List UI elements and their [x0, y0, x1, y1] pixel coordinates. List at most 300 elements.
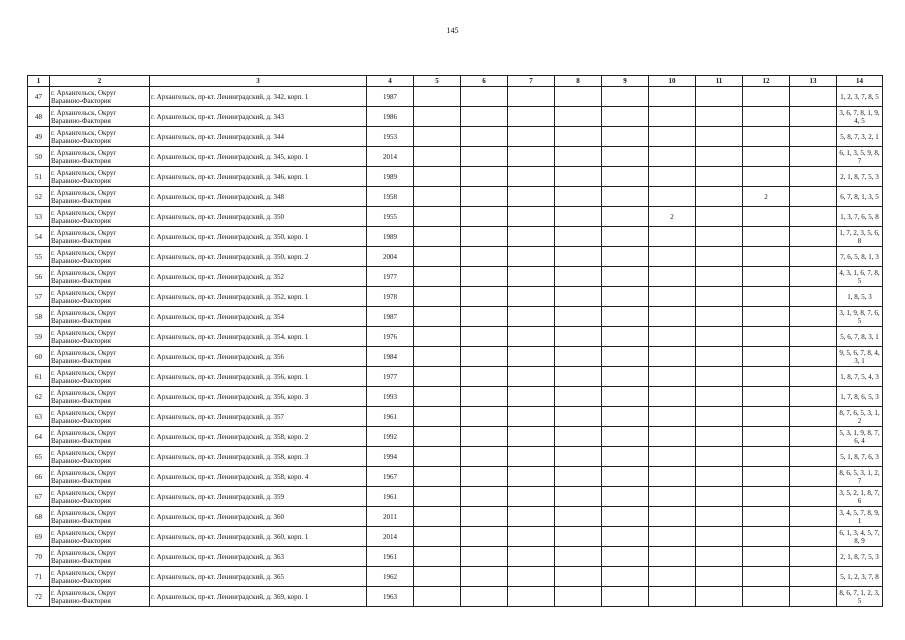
table-row [28, 287, 883, 307]
district-cell: г. Архангельск, Округ Варавино-Фактория [50, 147, 150, 167]
year-cell: 1978 [367, 287, 414, 307]
col13-cell [790, 507, 837, 527]
row-number: 47 [28, 87, 50, 107]
col6-cell [461, 307, 508, 327]
col13-cell [790, 407, 837, 427]
col9-cell [602, 327, 649, 347]
codes-cell: 5, 1, 2, 3, 7, 8 [837, 567, 883, 587]
address-cell: г. Архангельск, пр-кт. Ленинградский, д. 357 [150, 407, 367, 427]
codes-cell: 2, 1, 8, 7, 5, 3 [837, 167, 883, 187]
district-cell: г. Архангельск, Округ Варавино-Фактория [50, 407, 150, 427]
codes-cell: 1, 7, 8, 6, 5, 3 [837, 387, 883, 407]
col10-cell [649, 127, 696, 147]
col8-cell [555, 587, 602, 607]
col7-cell [508, 147, 555, 167]
codes-cell: 5, 3, 1, 9, 8, 7, 6, 4 [837, 427, 883, 447]
table-row [28, 247, 883, 267]
col12-cell [743, 147, 790, 167]
col11-cell [696, 387, 743, 407]
col8-cell [555, 327, 602, 347]
year-cell: 1955 [367, 207, 414, 227]
col7-cell [508, 527, 555, 547]
year-cell: 1963 [367, 587, 414, 607]
col10-cell [649, 407, 696, 427]
col5-cell [414, 327, 461, 347]
address-cell: г. Архангельск, пр-кт. Ленинградский, д. 356, корп. 3 [150, 387, 367, 407]
col8-cell [555, 447, 602, 467]
table-row [28, 307, 883, 327]
col8-cell [555, 287, 602, 307]
col7-cell [508, 447, 555, 467]
register-table [27, 75, 883, 607]
col8-cell [555, 107, 602, 127]
codes-cell: 3, 6, 7, 8, 1, 9, 4, 5 [837, 107, 883, 127]
col5-cell [414, 447, 461, 467]
col8-cell [555, 347, 602, 367]
col9-cell [602, 147, 649, 167]
col7-cell [508, 187, 555, 207]
table-row [28, 207, 883, 227]
col6-cell [461, 187, 508, 207]
col9-cell [602, 447, 649, 467]
col5-cell [414, 387, 461, 407]
col12-cell [743, 87, 790, 107]
col6-cell [461, 167, 508, 187]
address-cell: г. Архангельск, пр-кт. Ленинградский, д. 359 [150, 487, 367, 507]
row-number: 61 [28, 367, 50, 387]
col9-cell [602, 207, 649, 227]
table-row [28, 447, 883, 467]
col11-cell [696, 107, 743, 127]
district-cell: г. Архангельск, Округ Варавино-Фактория [50, 587, 150, 607]
col5-cell [414, 307, 461, 327]
row-number: 57 [28, 287, 50, 307]
district-cell: г. Архангельск, Округ Варавино-Фактория [50, 367, 150, 387]
col6-cell [461, 407, 508, 427]
table-row [28, 507, 883, 527]
column-header: 11 [696, 76, 743, 87]
col7-cell [508, 87, 555, 107]
col10-cell [649, 447, 696, 467]
col6-cell [461, 347, 508, 367]
col11-cell [696, 527, 743, 547]
district-cell: г. Архангельск, Округ Варавино-Фактория [50, 267, 150, 287]
year-cell: 1977 [367, 367, 414, 387]
col7-cell [508, 487, 555, 507]
district-cell: г. Архангельск, Округ Варавино-Фактория [50, 467, 150, 487]
table-row [28, 227, 883, 247]
col12-cell [743, 287, 790, 307]
col13-cell [790, 187, 837, 207]
address-cell: г. Архангельск, пр-кт. Ленинградский, д. 363 [150, 547, 367, 567]
address-cell: г. Архангельск, пр-кт. Ленинградский, д. 350, корп. 1 [150, 227, 367, 247]
column-header: 8 [555, 76, 602, 87]
col9-cell [602, 127, 649, 147]
address-cell: г. Архангельск, пр-кт. Ленинградский, д. 360, корп. 1 [150, 527, 367, 547]
col13-cell [790, 467, 837, 487]
col7-cell [508, 567, 555, 587]
col12-cell [743, 487, 790, 507]
col9-cell [602, 187, 649, 207]
col6-cell [461, 467, 508, 487]
codes-cell: 9, 5, 6, 7, 8, 4, 3, 1 [837, 347, 883, 367]
table-row [28, 587, 883, 607]
col10-cell [649, 547, 696, 567]
row-number: 56 [28, 267, 50, 287]
col11-cell [696, 267, 743, 287]
col10-cell [649, 307, 696, 327]
row-number: 52 [28, 187, 50, 207]
table-row [28, 167, 883, 187]
col11-cell [696, 287, 743, 307]
col5-cell [414, 187, 461, 207]
col8-cell [555, 167, 602, 187]
col8-cell [555, 307, 602, 327]
col12-cell [743, 247, 790, 267]
col6-cell [461, 507, 508, 527]
col10-cell [649, 347, 696, 367]
col10-cell [649, 107, 696, 127]
address-cell: г. Архангельск, пр-кт. Ленинградский, д. 343 [150, 107, 367, 127]
col10-cell [649, 87, 696, 107]
col7-cell [508, 227, 555, 247]
col5-cell [414, 367, 461, 387]
year-cell: 2014 [367, 147, 414, 167]
codes-cell: 4, 3, 1, 6, 7, 8, 5 [837, 267, 883, 287]
col12-cell [743, 447, 790, 467]
col7-cell [508, 367, 555, 387]
table-row [28, 487, 883, 507]
col9-cell [602, 247, 649, 267]
row-number: 60 [28, 347, 50, 367]
address-cell: г. Архангельск, пр-кт. Ленинградский, д. 342, корп. 1 [150, 87, 367, 107]
row-number: 64 [28, 427, 50, 447]
table-row [28, 327, 883, 347]
col13-cell [790, 567, 837, 587]
codes-cell: 3, 1, 9, 8, 7, 6, 5 [837, 307, 883, 327]
col8-cell [555, 127, 602, 147]
col11-cell [696, 307, 743, 327]
col7-cell [508, 267, 555, 287]
col12-cell [743, 107, 790, 127]
col5-cell [414, 587, 461, 607]
col13-cell [790, 587, 837, 607]
column-header: 7 [508, 76, 555, 87]
col11-cell [696, 487, 743, 507]
row-number: 54 [28, 227, 50, 247]
col10-cell [649, 427, 696, 447]
row-number: 71 [28, 567, 50, 587]
codes-cell: 5, 6, 7, 8, 3, 1 [837, 327, 883, 347]
row-number: 49 [28, 127, 50, 147]
col5-cell [414, 207, 461, 227]
address-cell: г. Архангельск, пр-кт. Ленинградский, д. 352 [150, 267, 367, 287]
col13-cell [790, 387, 837, 407]
address-cell: г. Архангельск, пр-кт. Ленинградский, д. 365 [150, 567, 367, 587]
col12-cell [743, 467, 790, 487]
col5-cell [414, 247, 461, 267]
district-cell: г. Архангельск, Округ Варавино-Фактория [50, 427, 150, 447]
col7-cell [508, 127, 555, 147]
col12-cell [743, 307, 790, 327]
col11-cell [696, 227, 743, 247]
col6-cell [461, 227, 508, 247]
district-cell: г. Архангельск, Округ Варавино-Фактория [50, 487, 150, 507]
address-cell: г. Архангельск, пр-кт. Ленинградский, д. 344 [150, 127, 367, 147]
year-cell: 1961 [367, 487, 414, 507]
col5-cell [414, 487, 461, 507]
row-number: 66 [28, 467, 50, 487]
col7-cell [508, 327, 555, 347]
col10-cell [649, 507, 696, 527]
col11-cell [696, 367, 743, 387]
codes-cell: 3, 4, 5, 7, 8, 9, 1 [837, 507, 883, 527]
district-cell: г. Архангельск, Округ Варавино-Фактория [50, 547, 150, 567]
address-cell: г. Архангельск, пр-кт. Ленинградский, д. 350, корп. 2 [150, 247, 367, 267]
district-cell: г. Архангельск, Округ Варавино-Фактория [50, 167, 150, 187]
district-cell: г. Архангельск, Округ Варавино-Фактория [50, 227, 150, 247]
col11-cell [696, 247, 743, 267]
col13-cell [790, 87, 837, 107]
row-number: 72 [28, 587, 50, 607]
col6-cell [461, 247, 508, 267]
district-cell: г. Архангельск, Округ Варавино-Фактория [50, 327, 150, 347]
row-number: 55 [28, 247, 50, 267]
column-header: 14 [837, 76, 883, 87]
codes-cell: 1, 2, 3, 7, 8, 5 [837, 87, 883, 107]
col6-cell [461, 147, 508, 167]
col11-cell [696, 427, 743, 447]
district-cell: г. Архангельск, Округ Варавино-Фактория [50, 347, 150, 367]
col13-cell [790, 527, 837, 547]
col9-cell [602, 407, 649, 427]
col8-cell [555, 187, 602, 207]
table-row [28, 567, 883, 587]
col6-cell [461, 527, 508, 547]
col6-cell [461, 487, 508, 507]
table-row [28, 527, 883, 547]
col7-cell [508, 387, 555, 407]
row-number: 51 [28, 167, 50, 187]
codes-cell: 8, 7, 6, 5, 3, 1, 2 [837, 407, 883, 427]
table-row [28, 347, 883, 367]
address-cell: г. Архангельск, пр-кт. Ленинградский, д. 360 [150, 507, 367, 527]
col11-cell [696, 347, 743, 367]
district-cell: г. Архангельск, Округ Варавино-Фактория [50, 387, 150, 407]
col5-cell [414, 127, 461, 147]
year-cell: 1986 [367, 107, 414, 127]
year-cell: 1962 [367, 567, 414, 587]
col6-cell [461, 427, 508, 447]
codes-cell: 8, 6, 5, 3, 1, 2, 7 [837, 467, 883, 487]
year-cell: 1987 [367, 307, 414, 327]
codes-cell: 5, 1, 8, 7, 6, 3 [837, 447, 883, 467]
codes-cell: 7, 6, 5, 8, 1, 3 [837, 247, 883, 267]
col12-cell [743, 587, 790, 607]
col9-cell [602, 507, 649, 527]
col12-cell [743, 407, 790, 427]
district-cell: г. Архангельск, Округ Варавино-Фактория [50, 567, 150, 587]
column-header: 12 [743, 76, 790, 87]
year-cell: 1958 [367, 187, 414, 207]
year-cell: 2014 [367, 527, 414, 547]
col13-cell [790, 227, 837, 247]
col12-cell [743, 207, 790, 227]
col7-cell [508, 247, 555, 267]
col7-cell [508, 427, 555, 447]
district-cell: г. Архангельск, Округ Варавино-Фактория [50, 87, 150, 107]
col10-cell [649, 587, 696, 607]
row-number: 65 [28, 447, 50, 467]
year-cell: 1961 [367, 547, 414, 567]
col7-cell [508, 347, 555, 367]
col8-cell [555, 147, 602, 167]
col10-cell [649, 247, 696, 267]
column-header: 1 [28, 76, 50, 87]
address-cell: г. Архангельск, пр-кт. Ленинградский, д. 356, корп. 1 [150, 367, 367, 387]
district-cell: г. Архангельск, Округ Варавино-Фактория [50, 287, 150, 307]
col9-cell [602, 467, 649, 487]
col7-cell [508, 107, 555, 127]
col7-cell [508, 507, 555, 527]
codes-cell: 6, 7, 8, 1, 3, 5 [837, 187, 883, 207]
col5-cell [414, 147, 461, 167]
table-row [28, 367, 883, 387]
column-header: 10 [649, 76, 696, 87]
column-header: 4 [367, 76, 414, 87]
codes-cell: 5, 8, 7, 3, 2, 1 [837, 127, 883, 147]
col7-cell [508, 307, 555, 327]
col11-cell [696, 587, 743, 607]
table-row [28, 87, 883, 107]
address-cell: г. Архангельск, пр-кт. Ленинградский, д. 358, корп. 4 [150, 467, 367, 487]
col8-cell [555, 547, 602, 567]
col11-cell [696, 567, 743, 587]
col5-cell [414, 347, 461, 367]
col6-cell [461, 107, 508, 127]
col8-cell [555, 507, 602, 527]
col7-cell [508, 587, 555, 607]
col6-cell [461, 447, 508, 467]
col13-cell [790, 427, 837, 447]
col6-cell [461, 87, 508, 107]
col12-cell [743, 427, 790, 447]
table-row [28, 107, 883, 127]
col9-cell [602, 567, 649, 587]
table-row [28, 387, 883, 407]
year-cell: 1989 [367, 227, 414, 247]
col6-cell [461, 587, 508, 607]
year-cell: 2011 [367, 507, 414, 527]
district-cell: г. Архангельск, Округ Варавино-Фактория [50, 107, 150, 127]
col12-cell [743, 127, 790, 147]
codes-cell: 8, 6, 7, 1, 2, 3, 5 [837, 587, 883, 607]
col6-cell [461, 327, 508, 347]
col6-cell [461, 367, 508, 387]
address-cell: г. Архангельск, пр-кт. Ленинградский, д. 350 [150, 207, 367, 227]
column-header: 9 [602, 76, 649, 87]
table-row [28, 127, 883, 147]
col8-cell [555, 387, 602, 407]
col13-cell [790, 147, 837, 167]
col12-cell [743, 547, 790, 567]
col9-cell [602, 387, 649, 407]
address-cell: г. Архангельск, пр-кт. Ленинградский, д. 354, корп. 1 [150, 327, 367, 347]
col9-cell [602, 367, 649, 387]
codes-cell: 3, 5, 2, 1, 8, 7, 6 [837, 487, 883, 507]
district-cell: г. Архангельск, Округ Варавино-Фактория [50, 527, 150, 547]
col12-cell [743, 327, 790, 347]
col11-cell [696, 327, 743, 347]
col9-cell [602, 167, 649, 187]
col7-cell [508, 207, 555, 227]
col6-cell [461, 287, 508, 307]
col8-cell [555, 567, 602, 587]
col11-cell [696, 507, 743, 527]
year-cell: 1984 [367, 347, 414, 367]
col5-cell [414, 547, 461, 567]
col13-cell [790, 247, 837, 267]
col10-cell [649, 227, 696, 247]
col5-cell [414, 507, 461, 527]
col9-cell [602, 307, 649, 327]
col10-cell [649, 387, 696, 407]
col10-cell [649, 267, 696, 287]
address-cell: г. Архангельск, пр-кт. Ленинградский, д. 354 [150, 307, 367, 327]
col7-cell [508, 287, 555, 307]
col13-cell [790, 107, 837, 127]
col9-cell [602, 267, 649, 287]
col5-cell [414, 107, 461, 127]
col10-cell [649, 527, 696, 547]
year-cell: 2004 [367, 247, 414, 267]
col8-cell [555, 467, 602, 487]
row-number: 70 [28, 547, 50, 567]
col10-cell [649, 287, 696, 307]
table-row [28, 267, 883, 287]
codes-cell: 1, 7, 2, 3, 5, 6, 8 [837, 227, 883, 247]
col8-cell [555, 407, 602, 427]
col6-cell [461, 387, 508, 407]
district-cell: г. Архангельск, Округ Варавино-Фактория [50, 187, 150, 207]
col11-cell [696, 447, 743, 467]
col7-cell [508, 547, 555, 567]
col11-cell [696, 127, 743, 147]
col7-cell [508, 407, 555, 427]
year-cell: 1987 [367, 87, 414, 107]
col12-cell [743, 167, 790, 187]
col8-cell [555, 87, 602, 107]
col8-cell [555, 367, 602, 387]
district-cell: г. Архангельск, Округ Варавино-Фактория [50, 247, 150, 267]
col10-cell [649, 567, 696, 587]
row-number: 50 [28, 147, 50, 167]
district-cell: г. Архангельск, Округ Варавино-Фактория [50, 507, 150, 527]
col10-cell [649, 467, 696, 487]
col9-cell [602, 487, 649, 507]
col12-cell: 2 [743, 187, 790, 207]
row-number: 69 [28, 527, 50, 547]
col13-cell [790, 267, 837, 287]
page-number: 145 [446, 26, 459, 35]
codes-cell: 6, 1, 3, 4, 5, 7, 8, 9 [837, 527, 883, 547]
codes-cell: 6, 1, 3, 5, 9, 8, 7 [837, 147, 883, 167]
col11-cell [696, 467, 743, 487]
col9-cell [602, 87, 649, 107]
codes-cell: 2, 1, 8, 7, 5, 3 [837, 547, 883, 567]
year-cell: 1967 [367, 467, 414, 487]
col12-cell [743, 567, 790, 587]
